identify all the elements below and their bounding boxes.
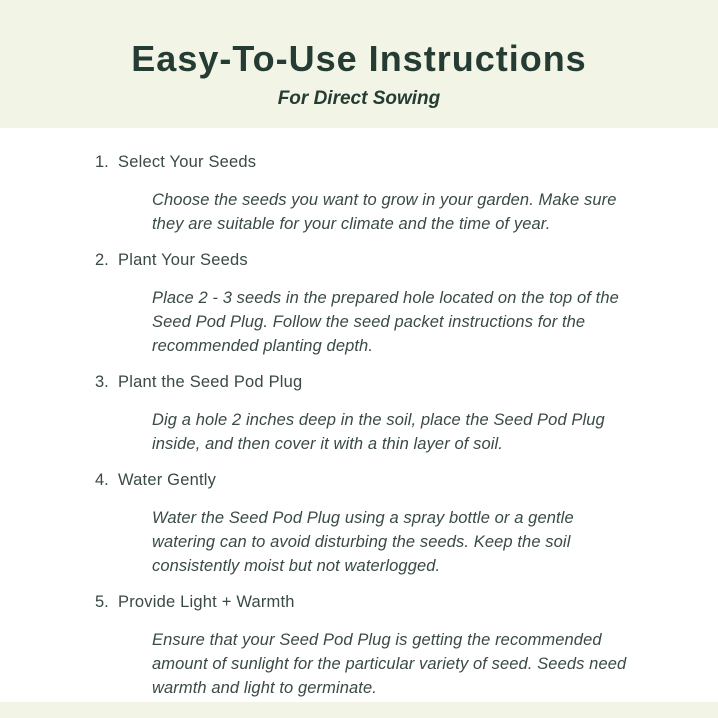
list-item [95,373,648,456]
step-description: Place 2 - 3 seeds in the prepared hole located on the top of the Seed Pod Plug. Follow the seed packet instructions for the recommended planting depth. [152,289,619,355]
header-band [0,0,718,128]
step-heading: Select Your Seeds [118,153,257,171]
list-item [95,471,648,578]
list-item [95,153,648,236]
page-title: Easy-To-Use Instructions [131,38,587,79]
step-heading-row [95,251,648,270]
step-number: 3. [95,373,109,391]
step-description: Choose the seeds you want to grow in your garden. Make sure they are suitable for your climate and the time of year. [152,191,617,233]
step-description: Ensure that your Seed Pod Plug is getting the recommended amount of sunlight for the particular variety of seed. Seeds need warmth and light to germinate. [152,631,627,697]
page-subtitle: For Direct Sowing [277,88,441,109]
step-heading: Plant Your Seeds [118,251,248,269]
list-item [95,593,648,700]
step-number: 5. [95,593,109,611]
step-heading-row [95,471,648,490]
step-heading: Provide Light + Warmth [118,593,295,611]
step-heading: Plant the Seed Pod Plug [118,373,303,391]
step-heading: Water Gently [118,471,217,489]
step-number: 2. [95,251,109,269]
step-number: 1. [95,153,109,171]
list-item [95,251,648,358]
step-description: Water the Seed Pod Plug using a spray bottle or a gentle watering can to avoid disturbing the seeds. Keep the soil consistently moist but not waterlogged. [152,509,574,575]
steps-list [0,128,718,700]
step-number: 4. [95,471,109,489]
step-heading-row [95,373,648,392]
step-description: Dig a hole 2 inches deep in the soil, place the Seed Pod Plug inside, and then cover it with a thin layer of soil. [152,411,605,453]
step-heading-row [95,153,648,172]
footer-band [0,702,718,718]
step-heading-row [95,593,648,612]
